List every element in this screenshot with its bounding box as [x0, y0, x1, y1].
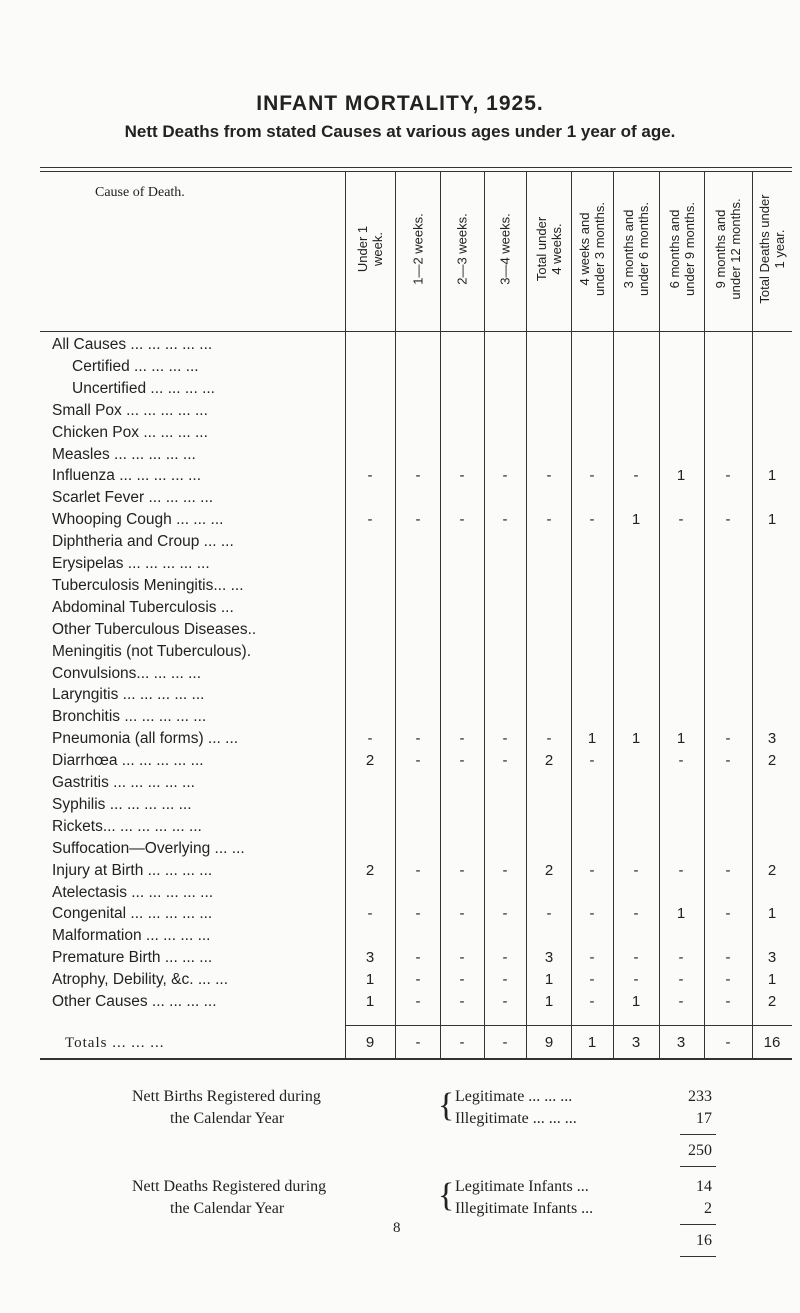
- table-cell: -: [678, 971, 684, 989]
- row-label: Erysipelas ... ... ... ... ...: [52, 555, 210, 572]
- table-cell: -: [678, 861, 684, 879]
- column-header: [526, 168, 571, 330]
- births-illegitimate-value: 17: [696, 1110, 712, 1127]
- table-cell: -: [367, 467, 373, 485]
- table-cell: -: [502, 730, 508, 748]
- table-cell: -: [678, 949, 684, 967]
- header-bottom-rule: [40, 331, 792, 332]
- table-cell: -: [415, 993, 421, 1010]
- table-cell: -: [589, 861, 595, 879]
- totals-cell: 3: [631, 1034, 641, 1051]
- births-label-line1: Nett Births Registered during: [132, 1088, 321, 1105]
- table-cell: -: [415, 752, 421, 770]
- row-label: Convulsions... ... ... ...: [52, 664, 202, 682]
- row-label: Injury at Birth ... ... ... ...: [52, 861, 213, 879]
- deaths-total-value: 16: [696, 1232, 712, 1249]
- totals-cell: 9: [544, 1034, 554, 1051]
- births-total-value: 250: [688, 1142, 712, 1159]
- row-label: Abdominal Tuberculosis ...: [52, 598, 234, 616]
- row-label: Laryngitis ... ... ... ... ...: [52, 686, 205, 704]
- table-cell: -: [502, 949, 508, 967]
- table-cell: -: [459, 971, 465, 989]
- table-cell: 1: [631, 730, 641, 748]
- table-cell: -: [459, 905, 465, 923]
- row-label: Tuberculosis Meningitis... ...: [52, 576, 244, 594]
- column-header: [704, 168, 752, 330]
- totals-cell: 16: [763, 1034, 781, 1051]
- births-illegitimate-label: Illegitimate ... ... ...: [455, 1110, 577, 1127]
- table-cell: -: [633, 905, 639, 923]
- brace-icon: {: [438, 1177, 455, 1214]
- table-cell: 2: [767, 993, 777, 1010]
- row-label: All Causes ... ... ... ... ...: [52, 336, 213, 353]
- deaths-legitimate-label: Legitimate Infants ...: [455, 1178, 589, 1195]
- column-header: [571, 168, 613, 330]
- table-cell: -: [589, 949, 595, 967]
- table-cell: -: [546, 511, 552, 529]
- table-cell: -: [459, 511, 465, 529]
- column-header: [484, 168, 526, 330]
- table-cell: 1: [544, 993, 554, 1010]
- row-label: Chicken Pox ... ... ... ...: [52, 423, 208, 441]
- table-cell: -: [725, 467, 731, 485]
- column-header-label: 6 months and under 9 months.: [666, 202, 697, 296]
- table-cell: -: [589, 467, 595, 485]
- table-cell: -: [415, 467, 421, 485]
- table-cell: 1: [676, 905, 686, 923]
- column-header-label: 3 months and under 6 months.: [621, 202, 651, 296]
- table-cell: -: [415, 730, 421, 748]
- totals-cell: 9: [365, 1034, 375, 1051]
- table-cell: -: [589, 752, 595, 770]
- table-cell: -: [459, 949, 465, 967]
- row-label: Atelectasis ... ... ... ... ...: [52, 883, 214, 901]
- table-cell: 1: [631, 511, 641, 529]
- table-cell: -: [459, 993, 465, 1010]
- deaths-sum-rule: [680, 1224, 716, 1225]
- row-label: Other Causes ... ... ... ...: [52, 993, 217, 1010]
- totals-cell: -: [459, 1034, 465, 1051]
- deaths-total-rule: [680, 1256, 716, 1257]
- table-cell: -: [589, 971, 595, 989]
- table-cell: 2: [544, 752, 554, 770]
- table-cell: 1: [767, 467, 777, 485]
- row-label: Scarlet Fever ... ... ... ...: [52, 489, 214, 507]
- row-label: Small Pox ... ... ... ... ...: [52, 401, 208, 419]
- table-cell: -: [633, 971, 639, 989]
- column-header-label: 9 months and under 12 months.: [713, 198, 743, 300]
- deaths-label-line2: the Calendar Year: [170, 1200, 285, 1217]
- row-label: Diarrhœa ... ... ... ... ...: [52, 752, 204, 770]
- row-label: Uncertified ... ... ... ...: [72, 379, 215, 397]
- table-cell: -: [367, 905, 373, 923]
- table-cell: 3: [544, 949, 554, 967]
- table-cell: 2: [767, 752, 777, 770]
- row-label: Bronchitis ... ... ... ... ...: [52, 708, 207, 726]
- table-cell: -: [725, 752, 731, 770]
- table-cell: -: [546, 467, 552, 485]
- table-cell: -: [725, 511, 731, 529]
- column-header-label: 1—2 weeks.: [410, 213, 425, 285]
- table-cell: -: [415, 511, 421, 529]
- table-cell: -: [678, 752, 684, 770]
- births-legitimate-value: 233: [688, 1088, 712, 1105]
- row-label: Malformation ... ... ... ...: [52, 927, 211, 945]
- row-label: Diphtheria and Croup ... ...: [52, 533, 234, 551]
- table-cell: 2: [767, 861, 777, 879]
- table-cell: 1: [587, 730, 597, 748]
- table-cell: 1: [676, 730, 686, 748]
- table-cell: 2: [365, 861, 375, 879]
- page-number: 8: [393, 1220, 401, 1236]
- table-cell: -: [502, 905, 508, 923]
- table-cell: -: [459, 467, 465, 485]
- cause-column-header: Cause of Death.: [95, 185, 185, 200]
- table-cell: -: [725, 971, 731, 989]
- births-sum-rule: [680, 1134, 716, 1135]
- totals-top-rule: [345, 1025, 792, 1026]
- table-cell: 3: [767, 949, 777, 967]
- row-label: Syphilis ... ... ... ... ...: [52, 795, 192, 813]
- table-cell: -: [546, 905, 552, 923]
- table-cell: 3: [365, 949, 375, 967]
- column-header: [395, 168, 440, 330]
- table-cell: 1: [767, 511, 777, 529]
- totals-label: Totals ... ... ...: [65, 1035, 165, 1051]
- table-cell: -: [367, 730, 373, 748]
- row-label: Premature Birth ... ... ...: [52, 949, 213, 967]
- table-cell: -: [502, 861, 508, 879]
- table-cell: -: [725, 993, 731, 1010]
- table-cell: -: [633, 467, 639, 485]
- table-cell: -: [502, 993, 508, 1010]
- row-label: Atrophy, Debility, &c. ... ...: [52, 971, 229, 989]
- row-label: Other Tuberculous Diseases..: [52, 620, 257, 638]
- table-cell: -: [633, 861, 639, 879]
- row-label: Influenza ... ... ... ... ...: [52, 467, 202, 485]
- table-cell: -: [367, 511, 373, 529]
- totals-cell: 3: [676, 1034, 686, 1051]
- row-label: Meningitis (not Tuberculous).: [52, 642, 252, 660]
- deaths-legitimate-value: 14: [696, 1178, 712, 1195]
- table-cell: -: [459, 861, 465, 879]
- table-cell: -: [502, 752, 508, 770]
- column-header: [345, 168, 395, 330]
- brace-icon: {: [438, 1087, 455, 1124]
- deaths-illegitimate-label: Illegitimate Infants ...: [455, 1200, 594, 1217]
- table-cell: -: [725, 730, 731, 748]
- deaths-illegitimate-value: 2: [704, 1200, 712, 1217]
- table-cell: -: [589, 993, 595, 1010]
- births-label-line2: the Calendar Year: [170, 1110, 285, 1127]
- table-cell: 1: [676, 467, 686, 485]
- row-label: Congenital ... ... ... ... ...: [52, 905, 213, 923]
- table-cell: 2: [365, 752, 375, 770]
- table-cell: -: [678, 511, 684, 529]
- column-header-label: 3—4 weeks.: [497, 213, 513, 285]
- column-header-label: Total Deaths under 1 year.: [757, 194, 787, 304]
- table-cell: -: [415, 861, 421, 879]
- table-cell: -: [415, 949, 421, 967]
- table-cell: 1: [544, 971, 554, 989]
- deaths-label-line1: Nett Deaths Registered during: [132, 1178, 327, 1195]
- table-cell: -: [589, 511, 595, 529]
- row-label: Rickets... ... ... ... ... ...: [52, 817, 202, 835]
- table-cell: 1: [365, 971, 375, 989]
- table-cell: 1: [631, 993, 641, 1010]
- page-subtitle: Nett Deaths from stated Causes at various ages under 1 year of age.: [124, 122, 676, 141]
- table-cell: -: [589, 905, 595, 923]
- table-cell: -: [459, 730, 465, 748]
- table-cell: -: [678, 993, 684, 1010]
- table-cell: -: [415, 971, 421, 989]
- table-cell: -: [633, 949, 639, 967]
- column-header: [440, 168, 484, 330]
- table-cell: 1: [767, 971, 777, 989]
- table-cell: -: [502, 511, 508, 529]
- table-cell: 1: [767, 905, 777, 923]
- table-cell: -: [459, 752, 465, 770]
- page-title: INFANT MORTALITY, 1925.: [256, 92, 544, 115]
- table-cell: 2: [544, 861, 554, 879]
- births-legitimate-label: Legitimate ... ... ...: [455, 1088, 573, 1105]
- table-cell: -: [502, 467, 508, 485]
- table-cell: -: [725, 949, 731, 967]
- row-label: Suffocation—Overlying ... ...: [52, 839, 245, 857]
- table-cell: -: [415, 905, 421, 923]
- row-label: Whooping Cough ... ... ...: [52, 511, 224, 529]
- column-header: [659, 168, 704, 330]
- table-cell: -: [725, 905, 731, 923]
- table-cell: 3: [767, 730, 777, 748]
- totals-cell: -: [502, 1034, 508, 1051]
- row-label: Measles ... ... ... ... ...: [52, 445, 196, 463]
- column-header-label: 4 weeks and under 3 months.: [577, 202, 607, 296]
- totals-cell: 1: [587, 1034, 597, 1051]
- column-header-label: 2—3 weeks.: [454, 213, 470, 285]
- column-header: [752, 168, 792, 330]
- row-label: Certified ... ... ... ...: [72, 357, 199, 375]
- table-cell: 1: [365, 993, 375, 1010]
- table-cell: -: [725, 861, 731, 879]
- table-bottom-rule: [40, 1058, 792, 1060]
- column-header-label: Total under 4 weeks.: [533, 216, 564, 282]
- row-label: Pneumonia (all forms) ... ...: [52, 730, 239, 748]
- column-header-label: Under 1 week.: [355, 225, 385, 273]
- table-cell: -: [546, 730, 552, 748]
- births-total-rule: [680, 1166, 716, 1167]
- totals-cell: -: [725, 1034, 731, 1051]
- row-label: Gastritis ... ... ... ... ...: [52, 774, 195, 791]
- table-cell: -: [502, 971, 508, 989]
- column-header: [613, 168, 659, 330]
- totals-cell: -: [415, 1034, 421, 1051]
